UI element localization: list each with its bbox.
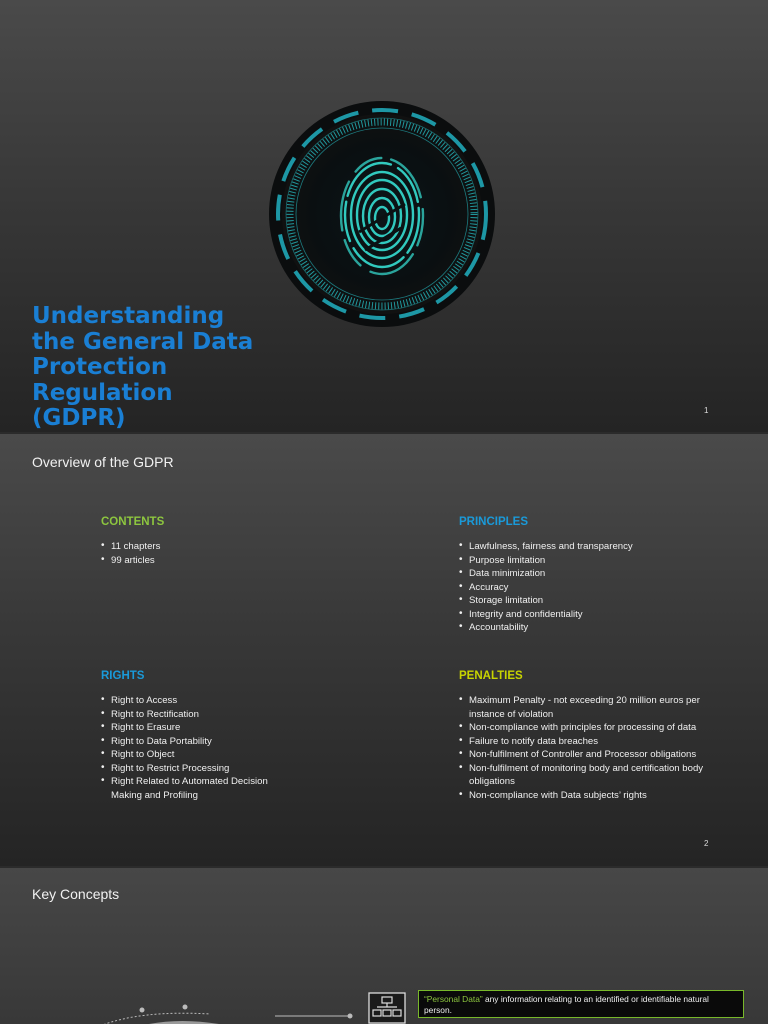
list-item: • 11 chapters (101, 540, 361, 554)
list-item: • Right to Erasure (101, 721, 271, 735)
slide-title: Overview of the GDPR (32, 454, 174, 470)
list-item: • Lawfulness, fairness and transparency (459, 540, 719, 554)
list-item: • Purpose limitation (459, 554, 719, 568)
list-item: • Accountability (459, 621, 719, 635)
list-item: • Non-compliance with Data subjects’ rights (459, 789, 709, 803)
list-item: • Right to Data Portability (101, 735, 271, 749)
list-item: • Right to Rectification (101, 708, 271, 722)
list-item: • Right to Restrict Processing (101, 762, 271, 776)
list-item: • Data minimization (459, 567, 719, 581)
list-item: • Right to Object (101, 748, 271, 762)
definition-text: any information relating to an identified or identifiable natural person. (424, 994, 709, 1015)
list-item: • Right Related to Automated Decision Making and Profiling (101, 775, 271, 802)
rights-heading: RIGHTS (101, 670, 145, 682)
list-item: • Integrity and confidentiality (459, 608, 719, 622)
title-slide (0, 0, 768, 432)
penalties-heading: PENALTIES (459, 670, 523, 682)
rights-section (101, 670, 271, 802)
list-item: • Accuracy (459, 581, 719, 595)
contents-section (101, 516, 361, 567)
penalties-section (459, 670, 709, 802)
list-item: • Non-compliance with principles for processing of data (459, 721, 709, 735)
rights-list (101, 694, 271, 802)
fingerprint-icon (269, 100, 495, 328)
key-concepts-slide (0, 868, 768, 1024)
contents-list (101, 540, 361, 567)
page-number: 1 (704, 406, 709, 415)
list-item: • 99 articles (101, 554, 361, 568)
list-item: • Maximum Penalty - not exceeding 20 million euros per instance of violation (459, 694, 709, 721)
list-item: • Non-fulfilment of monitoring body and certification body obligations (459, 762, 709, 789)
list-item: • Failure to notify data breaches (459, 735, 709, 749)
list-item: • Right to Access (101, 694, 271, 708)
organization-chart-icon (368, 992, 408, 1024)
definition-term: “Personal Data” (424, 994, 483, 1004)
principles-section (459, 516, 719, 635)
list-item: • Storage limitation (459, 594, 719, 608)
slide-title: Key Concepts (32, 886, 120, 902)
presentation-title: Understanding the General Data Protection Regulation (GDPR) (32, 303, 254, 431)
decorative-arc (100, 1004, 360, 1024)
definition-box (418, 990, 744, 1018)
overview-slide (0, 434, 768, 866)
page-number: 2 (704, 839, 709, 848)
principles-heading: PRINCIPLES (459, 516, 529, 528)
principles-list (459, 540, 719, 635)
penalties-list (459, 694, 709, 802)
contents-heading: CONTENTS (101, 516, 165, 528)
list-item: • Non-fulfilment of Controller and Processor obligations (459, 748, 709, 762)
